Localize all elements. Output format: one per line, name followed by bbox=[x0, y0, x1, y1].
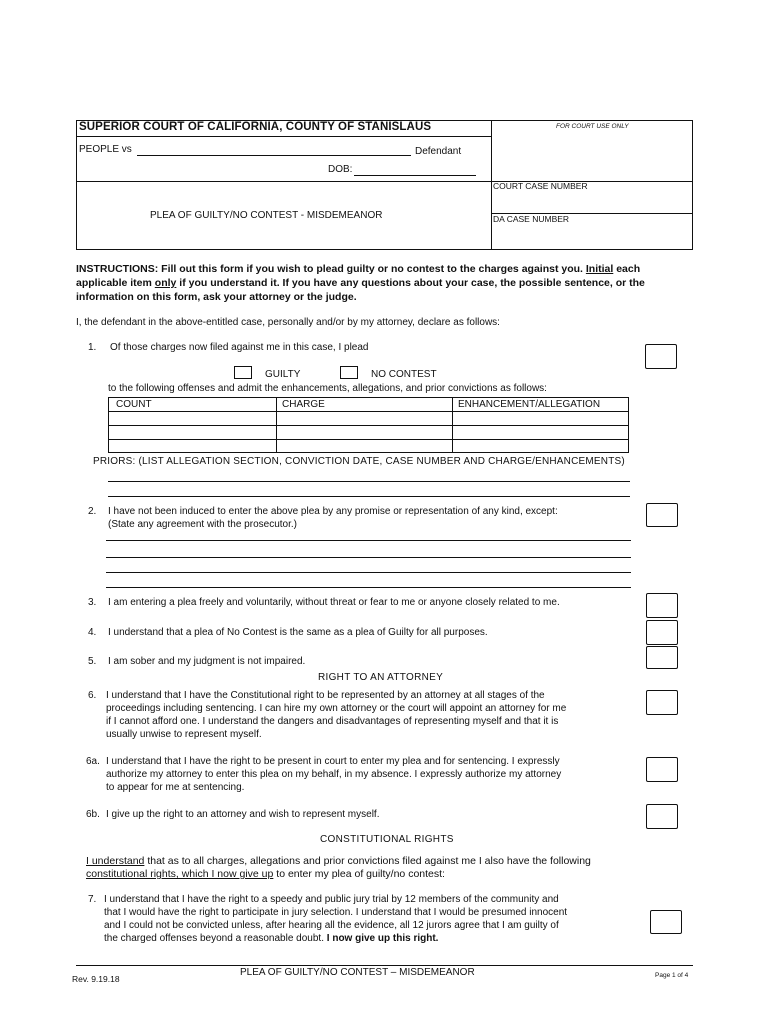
priors-label: PRIORS: (LIST ALLEGATION SECTION, CONVICTION DATE, CASE NUMBER AND CHARGE/ENHANCEMENTS) bbox=[93, 456, 625, 467]
item-7-text: I understand that I have the right to a speedy and public jury trial by 12 members of the community and that I would have the right to participate in jury selection. I understand that I would be presumed innocent and I could not be convicted unless, after hearing all the evidence, all 12 jurors agree that I am guilty of the charged offenses beyond a reasonable doubt. I now give up this right. bbox=[104, 894, 568, 944]
understand-paragraph: I understand that as to all charges, allegations and prior convictions filed against me I also have the following constitutional rights, which I now give up to enter my plea of guilty/no contest: bbox=[86, 855, 591, 880]
table-row-line bbox=[108, 439, 629, 440]
agreement-line-2[interactable] bbox=[106, 557, 631, 558]
defendant-label: Defendant bbox=[415, 146, 462, 157]
col-charge: CHARGE bbox=[282, 399, 325, 410]
no-contest-label: NO CONTEST bbox=[371, 369, 437, 380]
table-row-line bbox=[108, 411, 629, 412]
item-6a-initial-box[interactable] bbox=[646, 757, 678, 782]
item-1-text: Of those charges now filed against me in this case, I plead bbox=[110, 342, 369, 353]
footer-title: PLEA OF GUILTY/NO CONTEST – MISDEMEANOR bbox=[240, 967, 475, 978]
item-6-initial-box[interactable] bbox=[646, 690, 678, 715]
item-6b-initial-box[interactable] bbox=[646, 804, 678, 829]
item-6-text: I understand that I have the Constitutional right to be represented by an attorney at all stages of the proceedings including sentencing. I can hire my own attorney or the court will appoint an attorney for me if I cannot afford one. I understand the dangers and disadvantages of representing myself and that it is usually unwise to represent myself. bbox=[106, 690, 567, 740]
item-6-number: 6. bbox=[88, 690, 97, 701]
agreement-line-3[interactable] bbox=[106, 572, 631, 573]
court-title-underline bbox=[76, 136, 491, 137]
table-row-line bbox=[108, 425, 629, 426]
item-2-initial-box[interactable] bbox=[646, 503, 678, 527]
agreement-line-4[interactable] bbox=[106, 587, 631, 588]
item-6b-number: 6b. bbox=[86, 809, 100, 820]
col-enhancement: ENHANCEMENT/ALLEGATION bbox=[458, 399, 601, 410]
item-4-number: 4. bbox=[88, 627, 97, 638]
priors-line-2[interactable] bbox=[108, 496, 630, 497]
item-6a-number: 6a. bbox=[86, 756, 100, 767]
instructions: INSTRUCTIONS: Fill out this form if you wish to plead guilty or no contest to the charges against you. Initial each applicable item only if you understand it. If you have any questions about your case, the possible sentence, or the information on this form, ask your attorney or the judge. bbox=[76, 263, 645, 303]
court-use-label: FOR COURT USE ONLY bbox=[556, 123, 629, 130]
guilty-checkbox[interactable] bbox=[234, 366, 252, 379]
footer-page-number: Page 1 of 4 bbox=[655, 972, 689, 979]
section-right-to-attorney: RIGHT TO AN ATTORNEY bbox=[318, 672, 444, 683]
item-3-initial-box[interactable] bbox=[646, 593, 678, 618]
item-5-number: 5. bbox=[88, 656, 97, 667]
item-4-text: I understand that a plea of No Contest is the same as a plea of Guilty for all purposes. bbox=[108, 627, 488, 638]
form-title: PLEA OF GUILTY/NO CONTEST - MISDEMEANOR bbox=[150, 210, 383, 221]
caption-box bbox=[76, 120, 693, 250]
court-use-divider bbox=[491, 120, 492, 250]
item-4-initial-box[interactable] bbox=[646, 620, 678, 645]
item-1-number: 1. bbox=[88, 342, 97, 353]
item-3-text: I am entering a plea freely and voluntarily, without threat or fear to me or anyone closely related to me. bbox=[108, 597, 560, 608]
court-case-number-label: COURT CASE NUMBER bbox=[493, 181, 588, 191]
item-5-text: I am sober and my judgment is not impaired. bbox=[108, 656, 306, 667]
col-count: COUNT bbox=[116, 399, 152, 410]
item-7-number: 7. bbox=[88, 894, 97, 905]
item-2-text: I have not been induced to enter the above plea by any promise or representation of any kind, except: (State any agreement with the prosecutor.) bbox=[108, 506, 558, 530]
item-2-number: 2. bbox=[88, 506, 97, 517]
section-constitutional-rights: CONSTITUTIONAL RIGHTS bbox=[320, 834, 454, 845]
priors-line-1[interactable] bbox=[108, 481, 630, 482]
caption-divider bbox=[76, 181, 693, 182]
item-1-follow-text: to the following offenses and admit the enhancements, allegations, and prior convictions as follows: bbox=[108, 383, 547, 394]
defendant-name-field[interactable] bbox=[137, 155, 411, 156]
people-vs-label: PEOPLE vs bbox=[79, 144, 132, 155]
item-7-initial-box[interactable] bbox=[650, 910, 682, 934]
guilty-label: GUILTY bbox=[265, 369, 301, 380]
no-contest-checkbox[interactable] bbox=[340, 366, 358, 379]
table-col-line bbox=[276, 397, 277, 453]
table-col-line bbox=[452, 397, 453, 453]
dob-label: DOB: bbox=[328, 164, 353, 175]
dob-field[interactable] bbox=[354, 175, 476, 176]
item-1-initial-box[interactable] bbox=[645, 344, 677, 369]
item-6b-text: I give up the right to an attorney and wish to represent myself. bbox=[106, 809, 380, 820]
item-3-number: 3. bbox=[88, 597, 97, 608]
agreement-line-1[interactable] bbox=[106, 540, 631, 541]
court-name: SUPERIOR COURT OF CALIFORNIA, COUNTY OF STANISLAUS bbox=[79, 121, 432, 133]
footer-revision: Rev. 9.19.18 bbox=[72, 974, 120, 984]
declaration: I, the defendant in the above-entitled case, personally and/or by my attorney, declare as follows: bbox=[76, 317, 500, 328]
da-case-number-label: DA CASE NUMBER bbox=[493, 214, 570, 224]
item-5-initial-box[interactable] bbox=[646, 646, 678, 669]
item-6a-text: I understand that I have the right to be present in court to enter my plea and for sentencing. I expressly authorize my attorney to enter this plea on my behalf, in my absence. I expressly authorize my attorney to appear for me at sentencing. bbox=[106, 756, 562, 793]
